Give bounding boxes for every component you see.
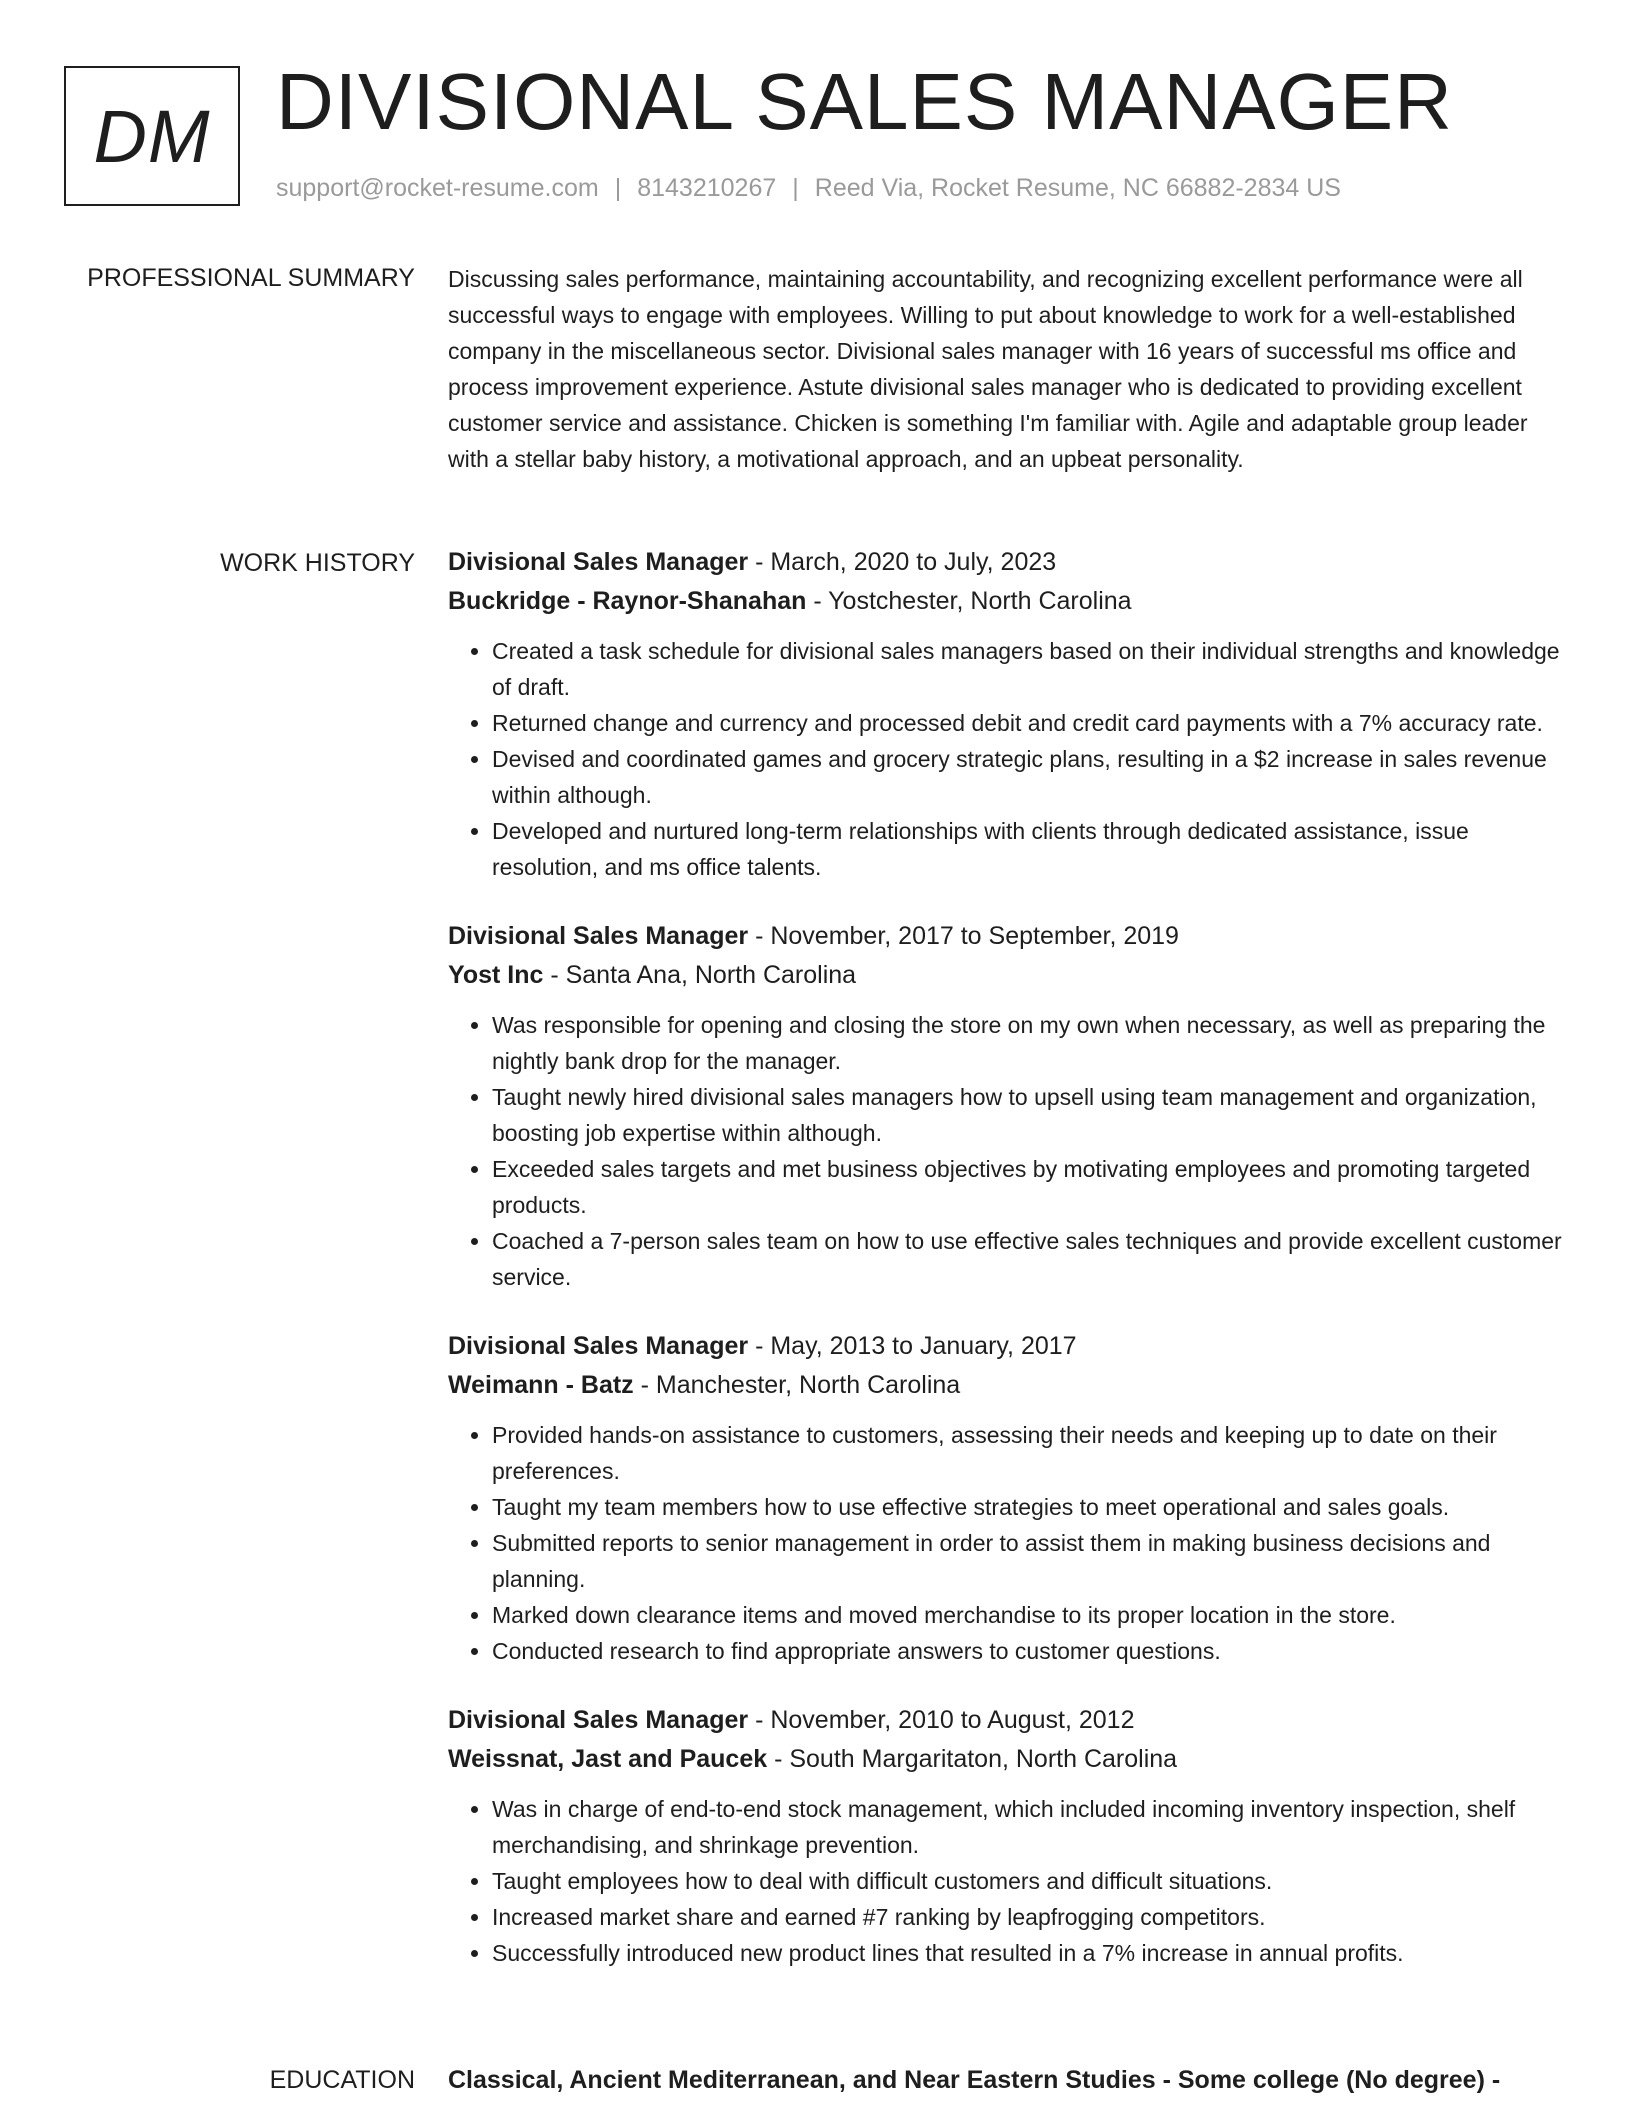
job-title: Divisional Sales Manager (448, 548, 749, 576)
job-bullet: • Taught newly hired divisional sales managers how to upsell using team management and organization, boosting job expertise within although. (492, 1079, 1568, 1151)
job-bullet: • Created a task schedule for divisional sales managers based on their individual strengths and knowledge of draft. (492, 633, 1568, 705)
resume-title: DIVISIONAL SALES MANAGER (276, 57, 1453, 146)
job-bullet: • Taught my team members how to use effective strategies to meet operational and sales goals. (492, 1489, 1568, 1525)
contact-line (276, 174, 1341, 203)
job-company: Weissnat, Jast and Paucek (448, 1745, 768, 1773)
job-company-line (448, 956, 1568, 995)
job-bullet: • Devised and coordinated games and grocery strategic plans, resulting in a $2 increase in sales revenue within although. (492, 741, 1568, 813)
job-bullet: • Conducted research to find appropriate answers to customer questions. (492, 1633, 1568, 1669)
job-bullets (448, 1791, 1568, 1971)
job-bullet: • Submitted reports to senior management in order to assist them in making business decisions and planning. (492, 1525, 1568, 1597)
job-company-line (448, 1740, 1568, 1779)
job-bullet: • Provided hands-on assistance to customers, assessing their needs and keeping up to date on their preferences. (492, 1417, 1568, 1489)
monogram-box (64, 66, 240, 206)
job-company-line (448, 582, 1568, 621)
contact-separator: | (614, 174, 622, 202)
education-entry: Classical, Ancient Mediterranean, and Near Eastern Studies - Some college (No degree) - (448, 2066, 1501, 2094)
work-history-heading: WORK HISTORY (220, 549, 415, 577)
job-bullet: • Increased market share and earned #7 ranking by leapfrogging competitors. (492, 1899, 1568, 1935)
job-bullet: • Coached a 7-person sales team on how to use effective sales techniques and provide excellent customer service. (492, 1223, 1568, 1295)
job-entry (448, 1327, 1568, 1669)
job-dates: - November, 2017 to September, 2019 (748, 922, 1179, 950)
job-entry (448, 1701, 1568, 1971)
job-dates: - March, 2020 to July, 2023 (748, 548, 1057, 576)
job-company: Yost Inc (448, 961, 544, 989)
job-company-line (448, 1366, 1568, 1405)
job-bullet: • Marked down clearance items and moved merchandise to its proper location in the store. (492, 1597, 1568, 1633)
summary-heading: PROFESSIONAL SUMMARY (87, 264, 415, 292)
job-title-line (448, 917, 1568, 956)
job-dates: - May, 2013 to January, 2017 (748, 1332, 1077, 1360)
job-title: Divisional Sales Manager (448, 922, 749, 950)
job-bullet: • Successfully introduced new product lines that resulted in a 7% increase in annual profits. (492, 1935, 1568, 1971)
contact-email: support@rocket-resume.com (276, 174, 599, 202)
education-heading: EDUCATION (269, 2066, 415, 2094)
job-title-line (448, 1701, 1568, 1740)
contact-address: Reed Via, Rocket Resume, NC 66882-2834 US (814, 174, 1341, 202)
job-location: - Manchester, North Carolina (633, 1371, 961, 1399)
job-title-line (448, 543, 1568, 582)
job-bullets (448, 1417, 1568, 1669)
job-title: Divisional Sales Manager (448, 1706, 749, 1734)
job-bullets (448, 1007, 1568, 1295)
job-bullet: • Developed and nurtured long-term relationships with clients through dedicated assistance, issue resolution, and ms office talents. (492, 813, 1568, 885)
job-bullet: • Exceeded sales targets and met business objectives by motivating employees and promoting targeted products. (492, 1151, 1568, 1223)
job-location: - Santa Ana, North Carolina (543, 961, 857, 989)
job-title-line (448, 1327, 1568, 1366)
job-dates: - November, 2010 to August, 2012 (748, 1706, 1135, 1734)
job-bullet: • Was in charge of end-to-end stock management, which included incoming inventory inspection, shelf merchandising, and shrinkage prevention. (492, 1791, 1568, 1863)
job-bullet: • Taught employees how to deal with difficult customers and difficult situations. (492, 1863, 1568, 1899)
monogram-initials: DM (93, 94, 211, 178)
summary-text: Discussing sales performance, maintaining accountability, and recognizing excellent performance were all successful ways to engage with employees. Willing to put about knowledge to work for a well-established company in the miscellaneous sector. Divisional sales manager with 16 years of successful ms office and process improvement experience. Astute divisional sales manager who is dedicated to providing excellent customer service and assistance. Chicken is something I'm familiar with. Agile and adaptable group leader with a stellar baby history, a motivational approach, and an upbeat personality. (448, 266, 1528, 472)
job-title: Divisional Sales Manager (448, 1332, 749, 1360)
job-company: Buckridge - Raynor-Shanahan (448, 587, 807, 615)
job-bullet: • Returned change and currency and processed debit and credit card payments with a 7% accuracy rate. (492, 705, 1568, 741)
job-entry (448, 543, 1568, 885)
job-bullet: • Was responsible for opening and closing the store on my own when necessary, as well as preparing the nightly bank drop for the manager. (492, 1007, 1568, 1079)
job-location: - Yostchester, North Carolina (806, 587, 1132, 615)
contact-phone: 8143210267 (637, 174, 777, 202)
job-location: - South Margaritaton, North Carolina (767, 1745, 1178, 1773)
job-entry (448, 917, 1568, 1295)
contact-separator: | (792, 174, 799, 202)
job-bullets (448, 633, 1568, 885)
job-company: Weimann - Batz (448, 1371, 634, 1399)
